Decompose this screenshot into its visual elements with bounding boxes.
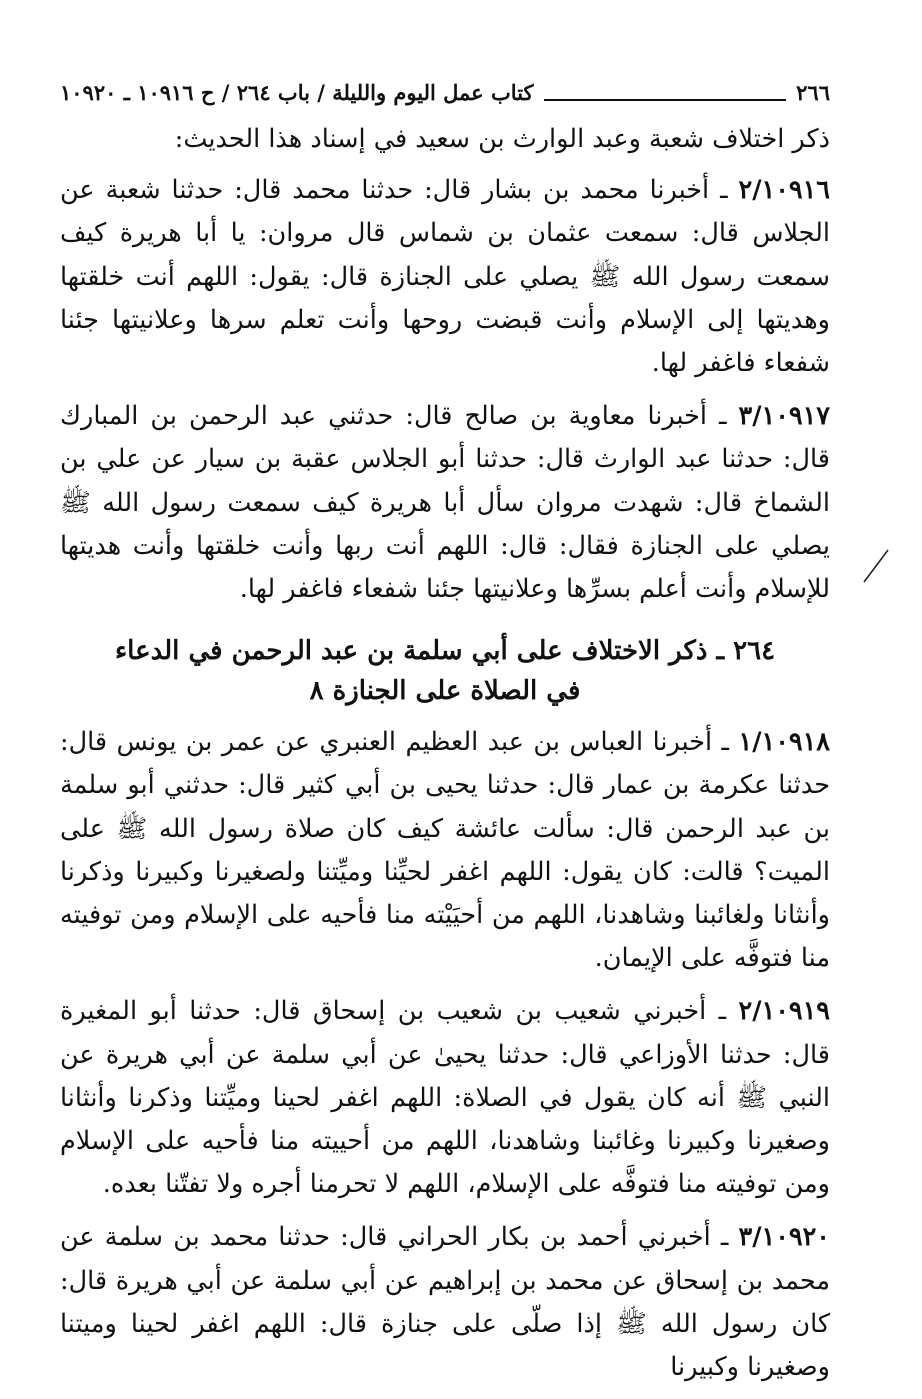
hadith-text: ـ أخبرنا محمد بن بشار قال: حدثنا محمد قال: حدثنا شعبة عن الجلاس قال: سمعت عثمان بن شماس قال مروان: يا أبا هريرة كيف سمعت رسول الله ﷺ يصلي على الجنازة قال: يقول: اللهم أنت خلقتها وهديتها إلى الإسلام وأنت قبضت روحها وأنت تعلم سرها وعلانيتها جئنا شفعاء فاغفر لها.: [60, 175, 830, 379]
hadith-paragraph: [60, 395, 830, 611]
hadith-text: ـ أخبرني شعيب بن شعيب بن إسحاق قال: حدثنا أبو المغيرة قال: حدثنا الأوزاعي قال: حدثنا يحيىٰ عن أبي سلمة عن أبي هريرة عن النبي ﷺ أنه كان يقول في الصلاة: اللهم اغفر لحينا وميِّتنا وذكرنا وأنثانا وصغيرنا وكبيرنا وغائبنا وشاهدنا، اللهم من أحييته منا فأحيه على الإسلام ومن توفيته منا فتوفَّه على الإسلام، اللهم لا تحرمنا أجره ولا تفتّنا بعده.: [60, 996, 830, 1200]
margin-slash-mark: [862, 548, 890, 584]
header-title: كتاب عمل اليوم والليلة / باب ٢٦٤ / ح ١٠٩١٦ ـ ١٠٩٢٠: [60, 80, 534, 105]
hadith-number: ٢/١٠٩١٦: [738, 175, 830, 206]
section-heading-line2: في الصلاة على الجنازة ٨: [309, 676, 581, 707]
hadith-paragraph: [60, 1216, 830, 1389]
document-page: [60, 78, 830, 1399]
header-rule: [544, 85, 787, 101]
hadith-paragraph: [60, 169, 830, 385]
hadith-number: ١/١٠٩١٨: [738, 727, 830, 758]
hadith-text: ـ أخبرنا معاوية بن صالح قال: حدثني عبد الرحمن بن المبارك قال: حدثنا عبد الوارث قال: حدثنا أبو الجلاس عقبة بن سيار عن علي بن الشماخ قال: شهدت مروان سأل أبا هريرة كيف سمعت رسول الله ﷺ يصلي على الجنازة فقال: قال: اللهم أنت ربها وأنت خلقتها وأنت هديتها للإسلام وأنت أعلم بسرِّها وعلانيتها جئنا شفعاء فاغفر لها.: [60, 401, 830, 605]
running-header: [60, 78, 830, 108]
hadith-number: ٣/١٠٩٢٠: [738, 1222, 831, 1253]
page-number: ٢٦٦: [796, 80, 830, 105]
hadith-text: ـ أخبرني أحمد بن بكار الحراني قال: حدثنا محمد بن سلمة عن محمد بن إسحاق عن محمد بن إبراهيم عن أبي سلمة عن أبي هريرة قال: كان رسول الله ﷺ إذا صلّى على جنازة قال: اللهم اغفر لحينا وميتنا وصغيرنا وكبيرنا: [60, 1222, 830, 1383]
section-heading-line1: ٢٦٤ ـ ذكر الاختلاف على أبي سلمة بن عبد الرحمن في الدعاء: [114, 636, 776, 667]
section-heading: [60, 631, 830, 711]
intro-paragraph: ذكر اختلاف شعبة وعبد الوارث بن سعيد في إسناد هذا الحديث:: [174, 124, 830, 154]
hadith-number: ٣/١٠٩١٧: [738, 401, 830, 432]
hadith-number: ٢/١٠٩١٩: [738, 996, 830, 1027]
hadith-text: ـ أخبرنا العباس بن عبد العظيم العنبري عن عمر بن يونس قال: حدثنا عكرمة بن عمار قال: حدثنا يحيى بن أبي كثير قال: حدثني أبو سلمة بن عبد الرحمن قال: سألت عائشة كيف كان صلاة رسول الله ﷺ على الميت؟ قالت: كان يقول: اللهم اغفر لحيِّنا وميِّتنا ولصغيرنا وكبيرنا وذكرنا وأنثانا ولغائبنا وشاهدنا، اللهم من أحيَيْته منا فأحيه على الإسلام ومن توفيته منا فتوفَّه على الإيمان.: [60, 727, 830, 974]
hadith-paragraph: [60, 990, 830, 1206]
hadith-paragraph: [60, 721, 830, 980]
